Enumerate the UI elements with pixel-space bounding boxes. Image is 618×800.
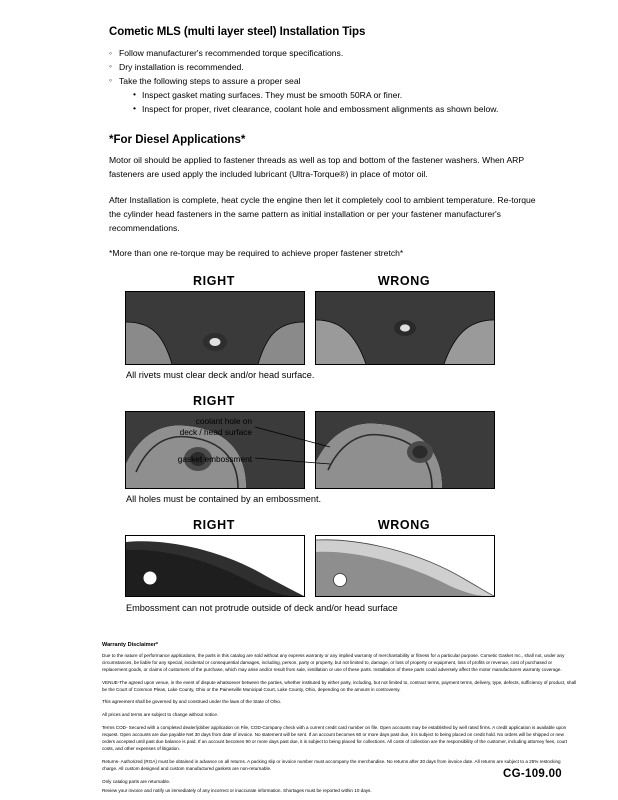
- document-number: CG-109.00: [503, 768, 562, 780]
- list-item: ◦ Follow manufacturer's recommended torque specifications.: [109, 47, 576, 61]
- figure-label-right: RIGHT: [193, 393, 235, 408]
- figure-group-protrusion: [42, 518, 576, 614]
- figure-image: [315, 411, 495, 489]
- figure-group-embossment: [42, 394, 576, 504]
- retorque-note: *More than one re-torque may be required to achieve proper fastener stretch*: [109, 247, 404, 258]
- tips-list: [109, 47, 576, 117]
- warranty-paragraph: VENUE-The agreed upon venue, in the event of dispute whatsoever between the parties, whether instituted by either party, including, but not limited to, contract terms, payment terms, delivery, type, defects, sufficiency of product, shall be the Court of Common Pleas, Lake County, Ohio or the Painesville Municipal Court, Lake County, Ohio, depending on the amount in controversy.: [102, 679, 577, 692]
- figure-hole-right: [125, 394, 303, 489]
- figure-caption-protrusion: Embossment can not protrude outside of deck and/or head surface: [126, 602, 398, 613]
- warranty-paragraph: All prices and terms are subject to change without notice.: [102, 712, 219, 718]
- annotation-gasket-embossment: gasket embossment: [177, 453, 252, 464]
- list-item: ◦ Dry installation is recommended.: [109, 61, 576, 75]
- list-item: • Inspect gasket mating surfaces. They must be smooth 50RA or finer.: [133, 89, 576, 103]
- figure-group-rivets: [42, 274, 576, 380]
- warranty-heading: Warranty Disclaimer*: [102, 642, 159, 649]
- figure-label-wrong: WRONG: [377, 273, 431, 288]
- figure-label-right: RIGHT: [193, 273, 235, 288]
- figure-protrusion-right: [125, 518, 303, 597]
- warranty-paragraph: This agreement shall be governed by and construed under the laws of the State of Ohio.: [102, 699, 282, 705]
- figure-label-wrong: [315, 394, 493, 408]
- tips-sublist: [119, 89, 576, 117]
- embossment-wrong-diagram: [316, 412, 494, 488]
- diesel-paragraph-2: After Installation is complete, heat cycle the engine then let it completely cool to ambient temperature. Re-torque the cylinder head fasteners in the same pattern as initial installation or per your fastener manufacturer's recommendations.: [109, 194, 536, 233]
- figure-label-right: RIGHT: [193, 517, 235, 532]
- figure-rivet-right: [125, 274, 303, 365]
- figure-label-wrong: WRONG: [377, 517, 431, 532]
- figure-image: [125, 291, 305, 365]
- warranty-paragraph: Terms COD- Secured with a completed dealer/jobber application on File, COD-Company check with a current credit card number on file. Open accounts may be established by well rated firms. A credit application is available upon request. Open accounts are due payable Net 30 days from date of invoice. No statement will be sent. If an account becomes 60 or more days past due, it is subject to being placed on credit hold. No orders will be shipped or new orders accepted until past due balance is paid. If an account becomes 90 or more days past due, it is subject to being placed for collections. All costs of collection are the responsibility of the customer, including attorney fees, court costs, and other expenses of litigation.: [102, 725, 567, 751]
- list-item: • Inspect for proper, rivet clearance, coolant hole and embossment alignments as shown below.: [133, 103, 576, 117]
- figure-protrusion-wrong: [315, 518, 493, 597]
- figure-hole-wrong: [315, 394, 493, 489]
- protrusion-wrong-diagram: [316, 536, 494, 596]
- protrusion-right-diagram: [126, 536, 304, 596]
- warranty-paragraph: Returns- Authorized (RGA) must be obtained in advance on all returns. A packing slip or invoice number must accompany the merchandise. No returns after 30 days from invoice date. All returns are subject to a 25% restocking charge. All custom designed and custom manufactured gaskets are non-returnable.: [102, 758, 561, 771]
- warranty-paragraph: Review your invoice and notify us immediately of any incorrect or inaccurate information. Shortages must be reported within 10 days.: [102, 787, 372, 793]
- figure-image: [315, 535, 495, 597]
- diesel-heading: *For Diesel Applications*: [109, 133, 246, 146]
- page-title: Cometic MLS (multi layer steel) Installation Tips: [109, 26, 366, 38]
- figure-rivet-wrong: [315, 274, 493, 365]
- figure-caption-rivets: All rivets must clear deck and/or head surface.: [126, 369, 315, 380]
- figure-image: [125, 535, 305, 597]
- annotation-coolant-hole: coolant hole on deck / head surface: [179, 415, 252, 437]
- figure-image: [315, 291, 495, 365]
- diesel-paragraph-1: Motor oil should be applied to fastener threads as well as top and bottom of the fastener washers. When ARP fasteners are used apply the included lubricant (Ultra-Torque®) in place of motor oil.: [109, 154, 524, 179]
- list-item-label: Take the following steps to assure a proper seal: [119, 75, 301, 86]
- warranty-paragraph: Due to the nature of performance applications, the parts in this catalog are sold without any express warranty or any implied warranty of merchantability or fitness for a particular purpose. Cometic Gasket Inc., shall not, under any circumstances, be liable for any special, incidental or consequential damages, including, person, party or property, but not limited to, damage, or loss of property or equipment, loss of profits or revenue, cost of purchased or replacement goods, or claims of customers of the purchase, which may arise and/or result from sale, instillation or use of these parts. Installation of these parts could adversely affect the motor manufacturers warranty coverage.: [102, 653, 565, 672]
- warranty-paragraph: Only catalog parts are returnable.: [102, 778, 171, 784]
- rivet-right-diagram: [126, 292, 304, 364]
- rivet-wrong-diagram: [316, 292, 494, 364]
- figure-caption-embossment: All holes must be contained by an embossment.: [126, 493, 322, 504]
- list-item: [109, 75, 576, 117]
